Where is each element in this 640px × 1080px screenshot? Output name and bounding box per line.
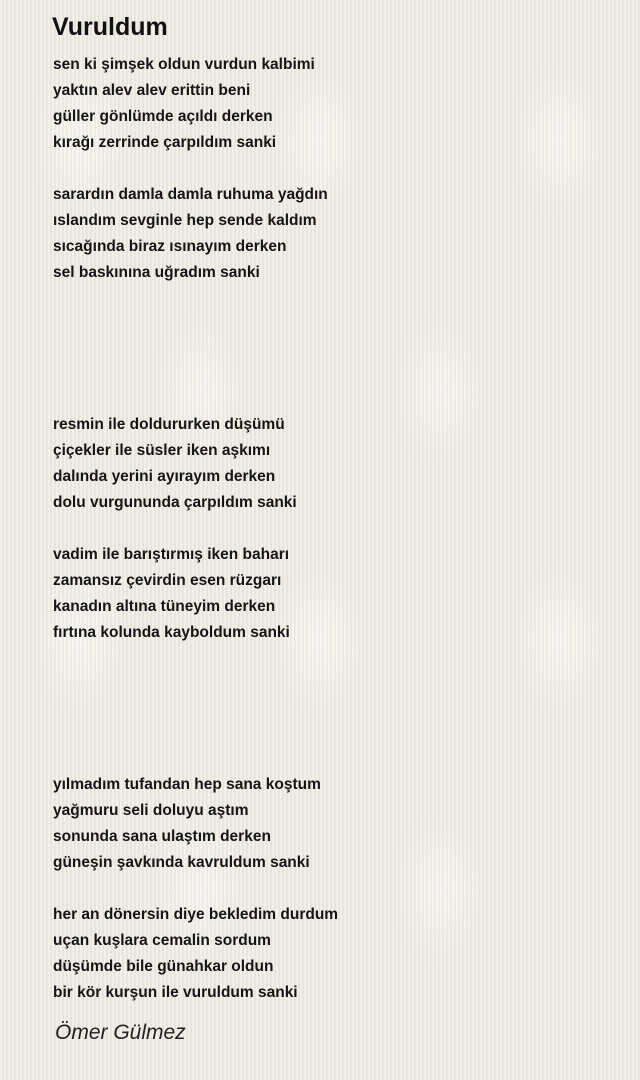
poem-line: fırtına kolunda kayboldum sanki <box>53 624 290 641</box>
poem-author: Ömer Gülmez <box>55 1021 186 1044</box>
stanza-gap <box>53 156 613 182</box>
section-gap <box>53 646 613 772</box>
stanza-6 <box>53 902 613 1006</box>
poem-line: sarardın damla damla ruhuma yağdın <box>53 186 328 203</box>
poem-line: resmin ile doldururken düşümü <box>53 416 285 433</box>
stanza-gap <box>53 876 613 902</box>
poem-body <box>53 52 613 1006</box>
poem-line: güneşin şavkında kavruldum sanki <box>53 854 310 871</box>
poem-line: her an dönersin diye bekledim durdum <box>53 906 339 923</box>
poem-line: sel baskınına uğradım sanki <box>53 264 260 281</box>
poem-line: yağmuru seli doluyu aştım <box>53 802 249 819</box>
stanza-5 <box>53 772 613 876</box>
poem-line: vadim ile barıştırmış iken baharı <box>53 546 290 563</box>
poem-title: Vuruldum <box>52 13 168 41</box>
poem-line: sen ki şimşek oldun vurdun kalbimi <box>53 56 315 73</box>
poem-line: güller gönlümde açıldı derken <box>53 108 273 125</box>
stanza-2 <box>53 182 613 286</box>
stanza-4 <box>53 542 613 646</box>
section-gap <box>53 286 613 412</box>
stanza-gap <box>53 516 613 542</box>
poem-line: uçan kuşlara cemalin sordum <box>53 932 271 949</box>
poem-line: yaktın alev alev erittin beni <box>53 82 251 99</box>
poem-line: çiçekler ile süsler iken aşkımı <box>53 442 271 459</box>
poem-line: kanadın altına tüneyim derken <box>53 598 276 615</box>
stanza-3 <box>53 412 613 516</box>
stanza-1 <box>53 52 613 156</box>
poem-line: ıslandım sevginle hep sende kaldım <box>53 212 317 229</box>
poem-line: bir kör kurşun ile vuruldum sanki <box>53 984 298 1001</box>
poem-line: kırağı zerrinde çarpıldım sanki <box>53 134 277 151</box>
poem-line: dalında yerini ayırayım derken <box>53 468 276 485</box>
poem-line: zamansız çevirdin esen rüzgarı <box>53 572 282 589</box>
poem-line: sonunda sana ulaştım derken <box>53 828 271 845</box>
poem-line: dolu vurgununda çarpıldım sanki <box>53 494 297 511</box>
poem-line: sıcağında biraz ısınayım derken <box>53 238 287 255</box>
poem-line: yılmadım tufandan hep sana koştum <box>53 776 321 793</box>
poem-line: düşümde bile günahkar oldun <box>53 958 274 975</box>
